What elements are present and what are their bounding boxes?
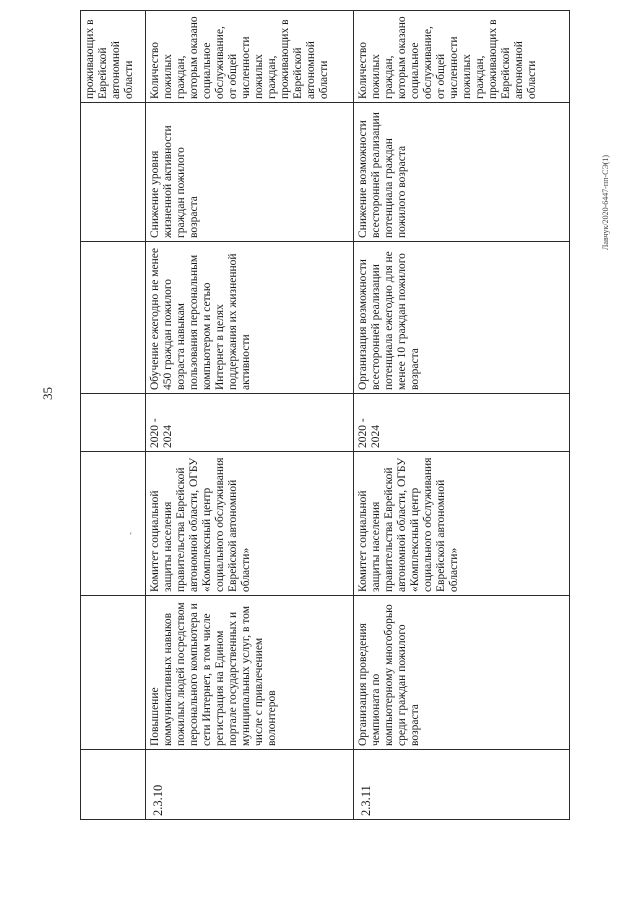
table-row [146, 11, 354, 820]
table-row [354, 11, 570, 820]
cell-consequence: Снижение возможности всесторонней реализации потенциала граждан пожилого возраста [354, 103, 570, 242]
stray-mark: ' [130, 531, 132, 541]
page-number: 35 [40, 387, 55, 400]
cell-empty [81, 103, 146, 242]
cell-indicator: Количество пожилых граждан, которым оказано социальное обслуживание, от общей численности пожилых граждан, проживающих в Еврейской автономной области [146, 11, 354, 103]
cell-number: 2.3.10 [146, 750, 354, 820]
measures-table [80, 10, 570, 820]
cell-executor: Комитет социальной защиты населения правительства Еврейской автономной области, ОГБУ «Комплексный центр социального обслуживания Еврейской автономной области» [354, 452, 570, 596]
cell-empty [81, 750, 146, 820]
cell-empty [81, 596, 146, 750]
cell-empty [81, 394, 146, 452]
cell-result: Организация возможности всесторонней реализации потенциала ежегодно для не менее 10 граждан пожилого возраста [354, 242, 570, 394]
cell-period: 2020 - 2024 [354, 394, 570, 452]
document-code: Лавчук/2020-6447-пп-СЭ(1) [601, 154, 610, 250]
cell-consequence: Снижение уровня жизненной активности граждан пожилого возраста [146, 103, 354, 242]
cell-indicator: проживающих в Еврейской автономной области [81, 11, 146, 103]
table-row-continuation [81, 11, 146, 820]
cell-indicator: Количество пожилых граждан, которым оказано социальное обслуживание, от общей численности пожилых граждан, проживающих в Еврейской автономной области [354, 11, 570, 103]
measures-table-wrapper [80, 16, 560, 820]
cell-empty [81, 452, 146, 596]
cell-executor: Комитет социальной защиты населения правительства Еврейской автономной области, ОГБУ «Комплексный центр социального обслуживания Еврейской автономной области» [146, 452, 354, 596]
cell-result: Обучение ежегодно не менее 450 граждан пожилого возраста навыкам пользования персональным компьютером и сетью Интернет в целях поддержания их жизненной активности [146, 242, 354, 394]
cell-name: Организация проведения чемпионата по компьютерному многоборью среди граждан пожилого возраста [354, 596, 570, 750]
cell-number: 2.3.11 [354, 750, 570, 820]
cell-empty [81, 242, 146, 394]
cell-period: 2020 - 2024 [146, 394, 354, 452]
cell-name: Повышение коммуникативных навыков пожилых людей посредством персонального компьютера и сети Интернет, в том числе регистрация на Едином портале государственных и муниципальных услуг, в том числе с привлечением волонтеров [146, 596, 354, 750]
